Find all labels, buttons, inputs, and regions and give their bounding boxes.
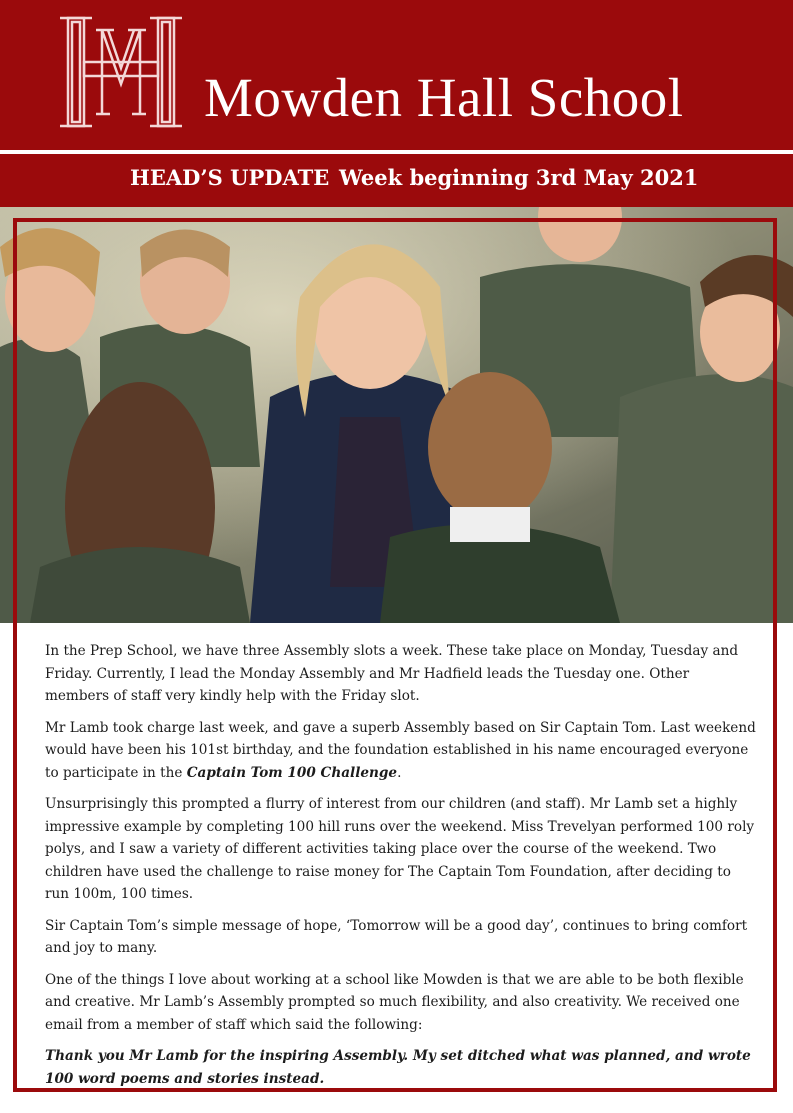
hero-photo xyxy=(0,207,793,623)
hero-photo-illustration xyxy=(0,207,793,623)
paragraph-text: Mr Lamb took charge last week, and gave a superb Assembly based on Sir Captain Tom. Last weekend would have been his 101st birthday, and the foundation established in his name encouraged everyone to participate in the xyxy=(45,719,756,781)
paragraph-challenge-activities: Unsurprisingly this prompted a flurry of interest from our children (and staff). Mr Lamb set a highly impressive example by completing 100 hill runs over the weekend. Miss Trevelyan performed 100 roly polys, and I saw a variety of different activities taking place over the course of the weekend. Two children have used the challenge to raise money for The Captain Tom Foundation, after deciding to run 100m, 100 times. xyxy=(45,796,755,902)
paragraph-end: . xyxy=(397,764,402,781)
paragraph-message-of-hope: Sir Captain Tom’s simple message of hope, ‘Tomorrow will be a good day’, continues to bring comfort and joy to many. xyxy=(45,917,748,956)
paragraph-captain-tom xyxy=(45,717,757,785)
paragraph-assembly-slots: In the Prep School, we have three Assembly slots a week. These take place on Monday, Tuesday and Friday. Currently, I lead the Monday Assembly and Mr Hadfield leads the Tuesday one. Other members of staff very kindly help with the Friday slot. xyxy=(45,643,739,704)
staff-quote: Thank you Mr Lamb for the inspiring Assembly. My set ditched what was planned, and wrote 100 word poems and stories instead. xyxy=(45,1048,751,1087)
update-date: Week beginning 3rd May 2021 xyxy=(339,165,699,190)
article-body xyxy=(45,640,757,1099)
paragraph-flexibility: One of the things I love about working at a school like Mowden is that we are able to be both flexible and creative. Mr Lamb’s Assembly prompted so much flexibility, and also creativity. We received one email from a member of staff which said the following: xyxy=(45,971,744,1033)
challenge-name: Captain Tom 100 Challenge xyxy=(186,764,398,781)
school-name: Mowden Hall School xyxy=(204,67,684,128)
school-crest-logo xyxy=(58,14,184,130)
masthead xyxy=(0,0,793,150)
update-label: HEAD’S UPDATE xyxy=(130,165,330,190)
